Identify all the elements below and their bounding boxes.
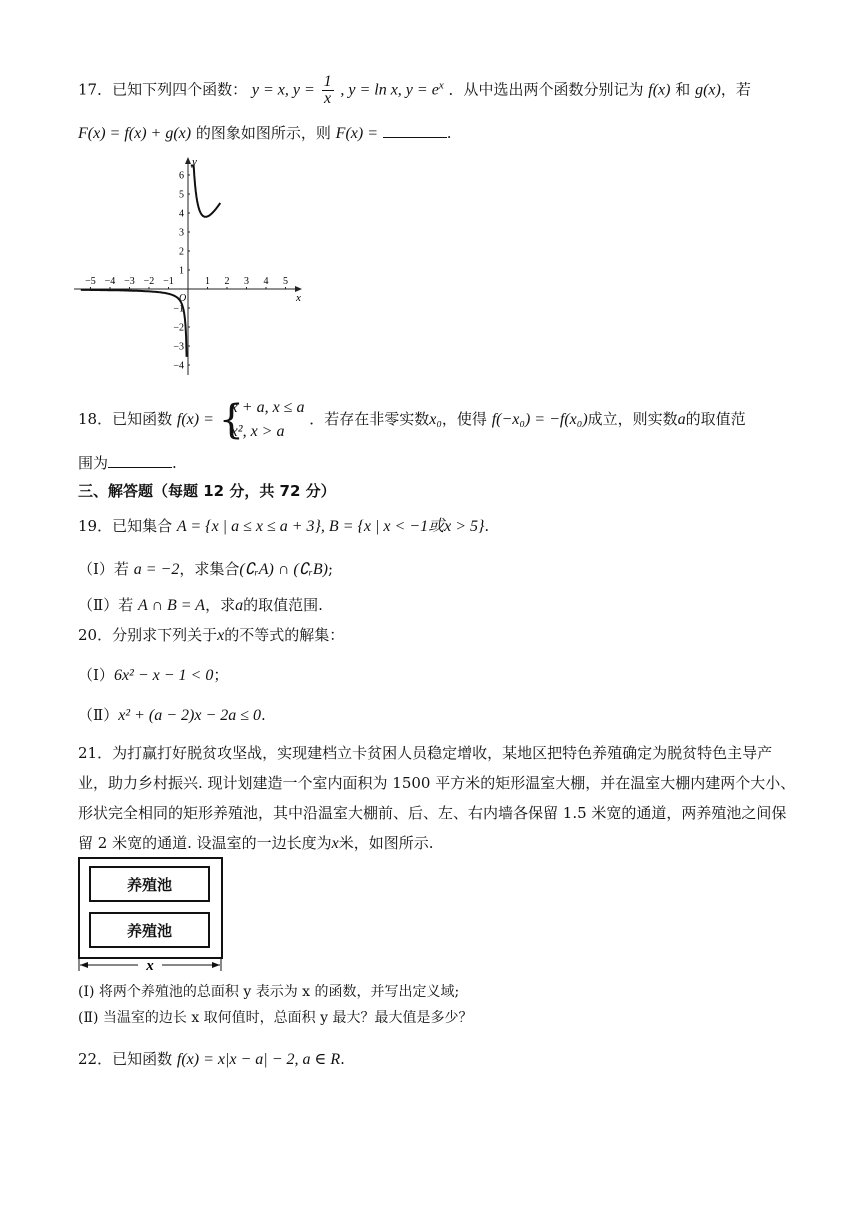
q17-frac-den: x bbox=[324, 90, 332, 107]
y-tick-label: 5 bbox=[179, 189, 184, 201]
x-tick-label: 3 bbox=[244, 276, 249, 287]
q17-number: 17． bbox=[78, 80, 113, 99]
q19-part2 bbox=[78, 594, 790, 617]
q21-l4-x: x bbox=[331, 835, 339, 852]
x-tick-label: −4 bbox=[104, 276, 116, 287]
y-tick-label: −1 bbox=[173, 303, 184, 315]
q17-funcs-exp: x bbox=[438, 79, 444, 92]
q19-number: 19． bbox=[78, 517, 113, 535]
q21-number: 21． bbox=[78, 744, 113, 762]
q19-p2-text: ，求 bbox=[205, 596, 236, 614]
q20-p2-math: x² + (a − 2)x − 2a ≤ 0 bbox=[118, 707, 262, 724]
q17-gx: g(x) bbox=[695, 81, 721, 99]
y-tick-label: −2 bbox=[173, 322, 184, 334]
q21-part2: (Ⅱ) 当温室的边长 x 取何值时，总面积 y 最大？最大值是多少？ bbox=[78, 1010, 473, 1026]
q20-line1 bbox=[78, 624, 790, 647]
x-tick-label: 1 bbox=[205, 276, 210, 287]
q17-line2-text: 的图象如图所示，则 bbox=[195, 124, 331, 142]
x-tick-label: 5 bbox=[283, 276, 288, 287]
q18-brace: { bbox=[218, 397, 245, 443]
q17-answer-blank[interactable] bbox=[383, 123, 447, 138]
q19-p1-end: ; bbox=[327, 560, 334, 578]
q21-l4-tail: 米，如图所示. bbox=[338, 834, 434, 852]
q17-tail: ，若 bbox=[720, 80, 751, 99]
y-tick-label: 2 bbox=[179, 246, 184, 258]
x-tick-label: −2 bbox=[143, 276, 155, 287]
dimension-x-label: x bbox=[146, 958, 154, 974]
pond-2-label: 养殖池 bbox=[126, 921, 172, 940]
q19-p1-math: a = −2 bbox=[133, 561, 180, 578]
q21-line3: 形状完全相同的矩形养殖池，其中沿温室大棚前、后、左、右内墙各保留 1.5 米宽的通道，两养殖池之间保 bbox=[78, 804, 787, 822]
q21-part1: (I) 将两个养殖池的总面积 y 表示为 x 的函数，并写出定义域; bbox=[78, 984, 460, 1000]
q17-and: 和 bbox=[675, 80, 691, 99]
q18-a: a bbox=[677, 411, 686, 428]
q17-line2 bbox=[78, 122, 790, 145]
q22-line1 bbox=[78, 1048, 790, 1071]
y-tick-label: 6 bbox=[179, 170, 184, 182]
q20-p1-math: 6x² − x − 1 < 0 bbox=[113, 667, 214, 684]
q18-line1 bbox=[78, 394, 790, 445]
q17-fx: f(x) bbox=[648, 81, 671, 99]
q19-p2-label: （Ⅱ）若 bbox=[78, 596, 134, 614]
y-tick-label: 1 bbox=[179, 265, 184, 277]
q19-line1 bbox=[78, 515, 790, 538]
q20-p2-label: （Ⅱ） bbox=[78, 706, 119, 724]
q19-intro: 已知集合 bbox=[112, 517, 173, 535]
q18-piecewise bbox=[219, 396, 305, 444]
q21-l4: 留 2 米宽的通道. 设温室的一边长度为 bbox=[78, 834, 332, 852]
q17-line2-math2: F(x) = bbox=[335, 125, 378, 142]
x-tick-label: 4 bbox=[263, 276, 269, 287]
q20-tail: 的不等式的解集： bbox=[224, 626, 345, 644]
q21-l1: 为打赢打好脱贫攻坚战，实现建档立卡贫困人员稳定增收，某地区把特色养殖确定为脱贫特色主导产 bbox=[112, 744, 773, 762]
x-tick-label: −1 bbox=[163, 276, 174, 287]
q18-number: 18． bbox=[78, 410, 113, 428]
x-tick-label: −5 bbox=[85, 276, 96, 287]
y-tick-label: 4 bbox=[179, 208, 184, 220]
q22-math: f(x) = x|x − a| − 2, a ∈ R bbox=[176, 1051, 341, 1068]
origin-label: O bbox=[179, 293, 187, 304]
q20-part2 bbox=[78, 704, 790, 727]
q21-line4 bbox=[78, 832, 790, 855]
q19-end: . bbox=[484, 517, 490, 535]
x-axis-label: x bbox=[296, 292, 301, 304]
y-tick-label: 3 bbox=[179, 227, 184, 239]
x-tick-label: 2 bbox=[224, 276, 230, 287]
q19-p1-expr: (∁ᵣA) ∩ (∁ᵣB) bbox=[239, 561, 328, 578]
q17-mid: ．从中选出两个函数分别记为 bbox=[448, 80, 644, 99]
y-tick-label: −3 bbox=[173, 341, 184, 353]
q18-x0: x₀ bbox=[429, 411, 442, 428]
y-tick-label: −4 bbox=[173, 360, 184, 372]
pond-2 bbox=[89, 912, 210, 948]
q17-funcs-b: , y = ln x, y = e bbox=[340, 81, 439, 99]
q18-case1: x + a, x ≤ a bbox=[230, 399, 305, 416]
q19-part1 bbox=[78, 558, 790, 581]
q19-p2-math: A ∩ B = A bbox=[137, 597, 206, 614]
q22-intro: 已知函数 bbox=[112, 1050, 173, 1068]
q18-tail: 的取值范 bbox=[685, 410, 746, 428]
q19-p1-text: ，求集合 bbox=[179, 560, 240, 578]
q20-part1 bbox=[78, 664, 790, 687]
q18-line2: 围为 bbox=[78, 454, 109, 472]
q18-answer-blank[interactable] bbox=[108, 453, 172, 468]
dimension-arrow bbox=[78, 957, 223, 975]
q18-line2 bbox=[78, 452, 790, 474]
y-axis-arrow bbox=[185, 157, 191, 164]
q20-intro: 分别求下列关于 bbox=[112, 626, 218, 644]
q17-frac-num: 1 bbox=[323, 73, 332, 90]
q21-line2: 业，助力乡村振兴. 现计划建造一个室内面积为 1500 平方米的矩形温室大棚，并在温室大棚内建两个大小、 bbox=[78, 774, 796, 792]
q22-number: 22． bbox=[78, 1050, 113, 1068]
q18-mid2: ，使得 bbox=[441, 410, 487, 428]
q19-p2-tail: 的取值范围. bbox=[243, 596, 323, 614]
q18-fx: f(x) = bbox=[176, 411, 214, 428]
q19-p1-label: （Ⅰ）若 bbox=[78, 560, 129, 578]
q19-p2-a: a bbox=[235, 597, 244, 614]
q20-p1-label: （Ⅰ） bbox=[78, 666, 114, 684]
q17-line2-math: F(x) = f(x) + g(x) bbox=[78, 125, 192, 142]
q20-x: x bbox=[217, 627, 225, 644]
pond-1 bbox=[89, 866, 210, 902]
q17-function-graph bbox=[70, 155, 315, 380]
q20-number: 20． bbox=[78, 626, 113, 644]
q17-intro: 已知下列四个函数： bbox=[112, 80, 248, 99]
q21-line1 bbox=[78, 742, 790, 764]
curve-right-branch bbox=[191, 166, 221, 217]
q18-mid: ．若存在非零实数 bbox=[309, 410, 430, 428]
q17-line1 bbox=[78, 74, 790, 107]
q18-mid3: 成立，则实数 bbox=[587, 410, 678, 428]
q17-fraction bbox=[322, 74, 334, 107]
section-3-heading: 三、解答题（每题 12 分，共 72 分） bbox=[78, 482, 336, 500]
greenhouse-diagram bbox=[78, 857, 223, 975]
curve-left-branch bbox=[81, 290, 187, 357]
q20-p1-end: ； bbox=[213, 666, 229, 684]
y-axis-label: y bbox=[192, 156, 197, 168]
q17-funcs-a: y = x, y = bbox=[251, 81, 315, 99]
x-tick-label: −3 bbox=[124, 276, 135, 287]
q18-end: . bbox=[172, 454, 177, 472]
q17-end: . bbox=[446, 124, 452, 142]
q18-case2: x², x > a bbox=[230, 423, 285, 440]
q20-p2-end: . bbox=[261, 706, 266, 724]
pond-1-label: 养殖池 bbox=[126, 875, 172, 894]
q18-intro: 已知函数 bbox=[112, 410, 173, 428]
q22-end: . bbox=[340, 1050, 345, 1068]
q19-sets: A = {x | a ≤ x ≤ a + 3}, B = {x | x < −1或x > 5} bbox=[176, 518, 485, 535]
q18-cond: f(−x₀) = −f(x₀) bbox=[491, 411, 588, 428]
